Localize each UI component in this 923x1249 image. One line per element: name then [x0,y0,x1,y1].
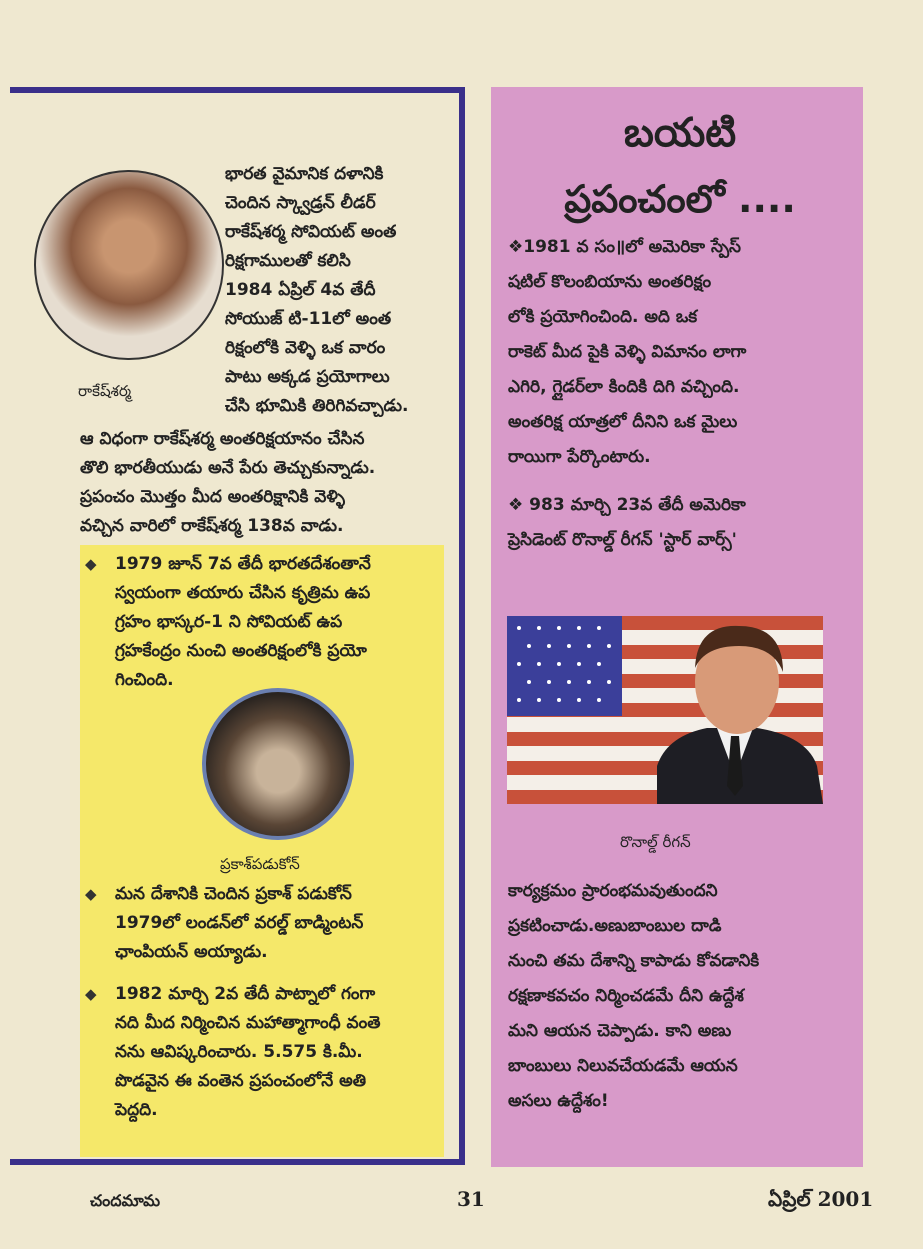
intro-rest-line: ఆ విధంగా రాకేష్‌శర్మ అంతరిక్షయానం చేసిన [80,429,365,449]
reagan-flag-photo [507,616,823,804]
paragraph-line: ❖1981 వ సం॥లో అమెరికా స్పేస్ [508,237,741,257]
prakash-padukone-photo [202,688,354,840]
intro-continuation [80,425,455,541]
heading-line: ప్రపంచంలో .... [564,177,796,221]
bullet-line: నది మీద నిర్మించిన మహాత్మాగాంధీ వంతె [115,1013,381,1033]
bullet-line: 1979 జూన్ 7వ తేదీ భారతదేశంతానే [115,554,371,574]
bullet-line: మన దేశానికి చెందిన ప్రకాశ్ పడుకోన్ [115,884,352,904]
issue-date: ఏప్రిల్ 2001 [768,1187,874,1211]
intro-line: చెందిన స్క్వాడ్రన్ లీడర్ [225,193,376,213]
star-wars-paragraph [508,488,858,558]
intro-paragraph [225,160,455,421]
diamond-bullet-icon: ◆ [85,555,97,573]
diamond-bullet-icon: ◆ [85,985,97,1003]
bullet-line: ఛాంపియన్ అయ్యాడు. [115,942,268,962]
portrait-caption: రాకేష్‌శర్మ [78,382,132,400]
paragraph-line: రాకెట్ మీద పైకి వెళ్ళి విమానం లాగా [508,342,747,362]
bullet-line: పెద్దది. [115,1100,158,1120]
columbia-paragraph [508,230,858,475]
intro-line: రాకేష్‌శర్మ సోవియట్ అంత [225,222,397,242]
rakesh-sharma-portrait [34,170,224,360]
paragraph-line: కార్యక్రమం ప్రారంభమవుతుందని [508,881,718,901]
paragraph-line: అంతరిక్ష యాత్రలో దీనిని ఒక మైలు [508,412,738,432]
photo2-caption: ప్రకాశ్‌పడుకోన్ [220,855,300,873]
paragraph-line: రక్షణాకవచం నిర్మించడమే దీని ఉద్దేశ [508,986,744,1006]
paragraph-line: ❖ 983 మార్చి 23వ తేదీ అమెరికా [508,495,746,515]
intro-line: సోయుజ్ టి-11లో అంత [225,309,392,329]
intro-line: పాటు అక్కడ ప్రయోగాలు [225,367,390,387]
intro-line: రిక్షగాములతో కలిసి [225,251,351,271]
reagan-caption: రొనాల్డ్ రీగన్ [620,833,691,851]
paragraph-line: మని ఆయన చెప్పాడు. కాని అణు [508,1021,732,1041]
bullet-line: గ్రహం భాస్కర-1 ని సోవియట్ ఉప [115,612,343,632]
paragraph-line: నుంచి తమ దేశాన్ని కాపాడు కోవడానికి [508,951,760,971]
us-flag-image [507,616,823,804]
paragraph-line: ప్రకటించాడు.అణుబాంబుల దాడి [508,916,722,936]
bullet-line: 1982 మార్చి 2వ తేదీ పాట్నాలో గంగా [115,984,376,1004]
intro-line: చేసి భూమికి తిరిగివచ్చాడు. [225,396,409,416]
intro-rest-line: వచ్చిన వారిలో రాకేష్‌శర్మ 138వ వాడు. [80,516,344,536]
page-number: 31 [457,1187,485,1211]
magazine-name: చందమామ [90,1191,161,1210]
paragraph-line: రాయిగా పేర్కొంటారు. [508,447,651,467]
panel-heading [520,100,840,232]
sdi-paragraph [508,874,858,1119]
heading-line: బయటి [623,110,737,156]
paragraph-line: ప్రెసిడెంట్ రొనాల్డ్ రీగన్ 'స్టార్ వార్స్' [508,530,737,550]
bullet-line: నను ఆవిష్కరించారు. 5.575 కి.మీ. [115,1042,363,1062]
intro-rest-line: తొలి భారతీయుడు అనే పేరు తెచ్చుకున్నాడు. [80,458,376,478]
paragraph-line: ఎగిరి, గ్లైడర్‌లా కిందికి దిగి వచ్చింది. [508,377,740,397]
paragraph-line: లోకి ప్రయోగించింది. అది ఒక [508,307,698,327]
paragraph-line: షటిల్ కొలంబియాను అంతరిక్షం [508,272,712,292]
bullet-padukone [85,880,440,967]
bullet-line: పొడవైన ఈ వంతెన ప్రపంచంలోనే అతి [115,1071,366,1091]
bullet-line: గించింది. [115,670,174,690]
intro-line: భారత వైమానిక దళానికి [225,164,384,184]
bullet-line: 1979లో లండన్‌లో వరల్డ్ బాడ్మింటన్ [115,913,364,933]
diamond-bullet-icon: ◆ [85,885,97,903]
paragraph-line: అసలు ఉద్దేశం! [508,1091,609,1111]
bullet-gandhi-setu [85,980,440,1125]
bullet-bhaskara [85,550,440,695]
intro-line: రిక్షంలోకి వెళ్ళి ఒక వారం [225,338,386,358]
intro-rest-line: ప్రపంచం మొత్తం మీద అంతరిక్షానికి వెళ్ళి [80,487,345,507]
paragraph-line: బాంబులు నిలువచేయడమే ఆయన [508,1056,738,1076]
bullet-line: స్వయంగా తయారు చేసిన కృత్రిమ ఉప [115,583,371,603]
intro-line: 1984 ఏప్రిల్ 4వ తేదీ [225,280,376,300]
bullet-line: గ్రహకేంద్రం నుంచి అంతరిక్షంలోకి ప్రయో [115,641,367,661]
